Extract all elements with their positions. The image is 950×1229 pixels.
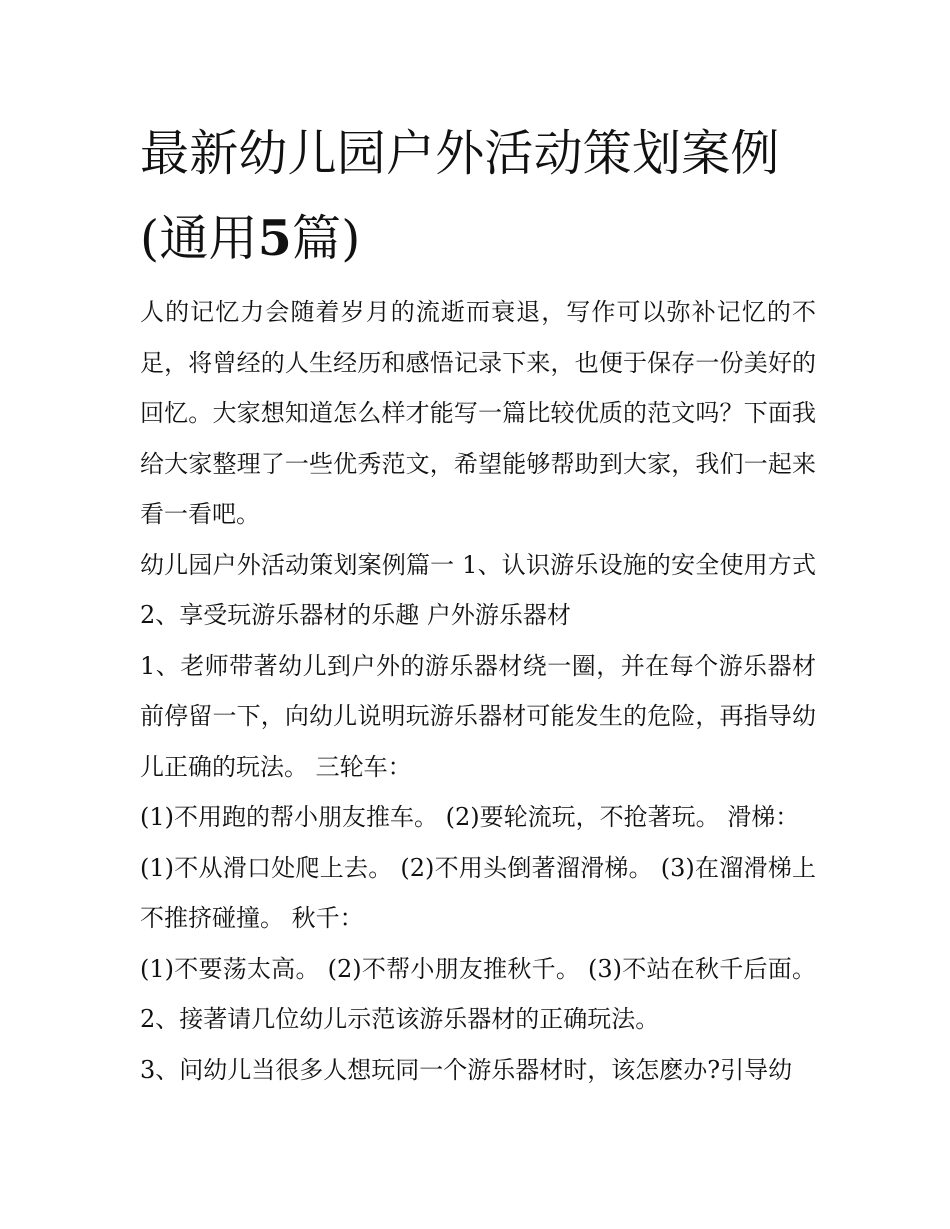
- slide-rules: (1)不从滑口处爬上去。 (2)不用头倒著溜滑梯。 (3)在溜滑梯上不推挤碰撞。 秋千：: [140, 853, 816, 932]
- title-number: 5: [257, 209, 293, 267]
- step-three-paragraph: 3、问幼儿当很多人想玩同一个游乐器材时，该怎麽办?引导幼: [140, 1055, 793, 1084]
- title-close: 篇): [292, 210, 361, 267]
- document-title: [140, 112, 816, 281]
- title-line-2: [140, 196, 816, 281]
- title-line-1: 最新幼儿园户外活动策划案例: [140, 125, 780, 182]
- document-page: [140, 112, 816, 1095]
- swing-rules: (1)不要荡太高。 (2)不帮小朋友推秋千。 (3)不站在秋千后面。 2、接著请几位幼儿示范该游乐器材的正确玩法。: [140, 954, 816, 1033]
- section-one-intro: 幼儿园户外活动策划案例篇一 1、认识游乐设施的安全使用方式 2、享受玩游乐器材的乐趣 户外游乐器材: [140, 550, 816, 629]
- tricycle-rules: (1)不用跑的帮小朋友推车。 (2)要轮流玩，不抢著玩。 滑梯：: [140, 803, 800, 831]
- step-one-paragraph: 1、老师带著幼儿到户外的游乐器材绕一圈，并在每个游乐器材前停留一下，向幼儿说明玩游乐器材可能发生的危险，再指导幼儿正确的玩法。 三轮车：: [140, 651, 816, 781]
- intro-paragraph: 人的记忆力会随着岁月的流逝而衰退，写作可以弥补记忆的不足，将曾经的人生经历和感悟记录下来，也便于保存一份美好的回忆。大家想知道怎么样才能写一篇比较优质的范文吗？下面我给大家整理了一些优秀范文，希望能够帮助到大家，我们一起来看一看吧。: [140, 298, 816, 528]
- title-open: (通用: [140, 210, 258, 267]
